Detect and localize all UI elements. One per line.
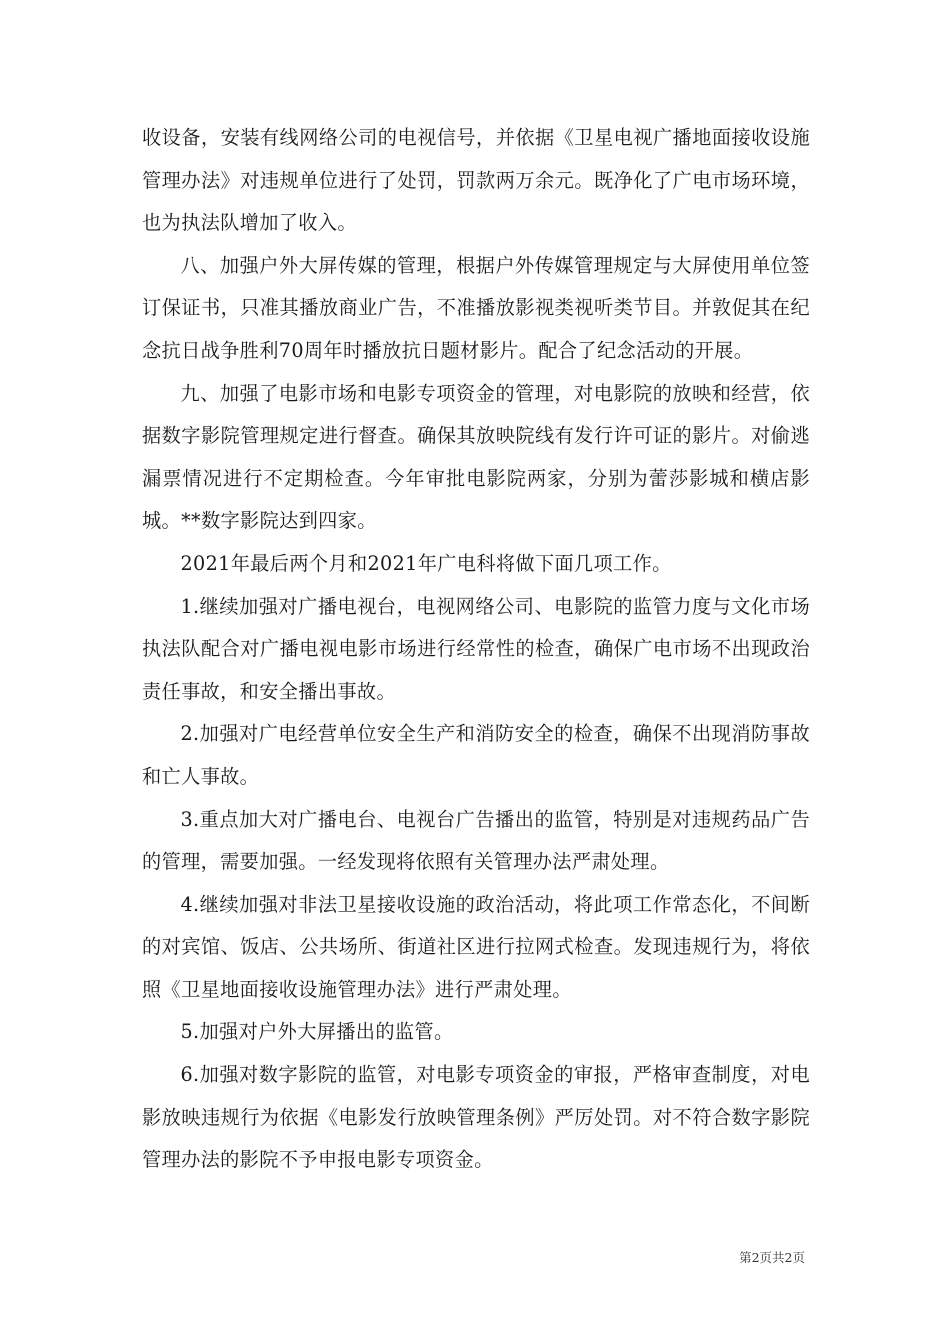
page-number-footer: 第2页共2页 bbox=[739, 1250, 805, 1265]
paragraph-2: 八、加强户外大屏传媒的管理，根据户外传媒管理规定与大屏使用单位签订保证书，只准其播放商业广告，不准播放影视类视听类节目。并敦促其在纪念抗日战争胜利70周年时播放抗日题材影片。配合了纪念活动的开展。 bbox=[142, 253, 810, 362]
paragraph-1: 收设备，安装有线网络公司的电视信号，并依据《卫星电视广播地面接收设施管理办法》对违规单位进行了处罚，罚款两万余元。既净化了广电市场环境，也为执法队增加了收入。 bbox=[142, 126, 810, 235]
paragraph-10: 6.加强对数字影院的监管，对电影专项资金的审报，严格审查制度，对电影放映违规行为依据《电影发行放映管理条例》严厉处罚。对不符合数字影院管理办法的影院不予申报电影专项资金。 bbox=[142, 1063, 810, 1172]
paragraph-6: 2.加强对广电经营单位安全生产和消防安全的检查，确保不出现消防事故和亡人事故。 bbox=[142, 722, 810, 788]
paragraph-8: 4.继续加强对非法卫星接收设施的政治活动，将此项工作常态化，不间断的对宾馆、饭店、公共场所、街道社区进行拉网式检查。发现违规行为，将依照《卫星地面接收设施管理办法》进行严肃处理。 bbox=[142, 892, 810, 1001]
paragraph-9: 5.加强对户外大屏播出的监管。 bbox=[180, 1020, 454, 1044]
document-body bbox=[142, 117, 810, 1182]
paragraph-7: 3.重点加大对广播电台、电视台广告播出的监管，特别是对违规药品广告的管理，需要加强。一经发现将依照有关管理办法严肃处理。 bbox=[142, 807, 810, 874]
paragraph-4: 2021年最后两个月和2021年广电科将做下面几项工作。 bbox=[180, 551, 672, 575]
paragraph-5: 1.继续加强对广播电视台，电视网络公司、电影院的监管力度与文化市场执法队配合对广播电视电影市场进行经常性的检查，确保广电市场不出现政治责任事故，和安全播出事故。 bbox=[142, 594, 810, 703]
paragraph-3: 九、加强了电影市场和电影专项资金的管理，对电影院的放映和经营，依据数字影院管理规定进行督查。确保其放映院线有发行许可证的影片。对偷逃漏票情况进行不定期检查。今年审批电影院两家，分别为蕾莎影城和横店影城。**数字影院达到四家。 bbox=[142, 381, 810, 533]
